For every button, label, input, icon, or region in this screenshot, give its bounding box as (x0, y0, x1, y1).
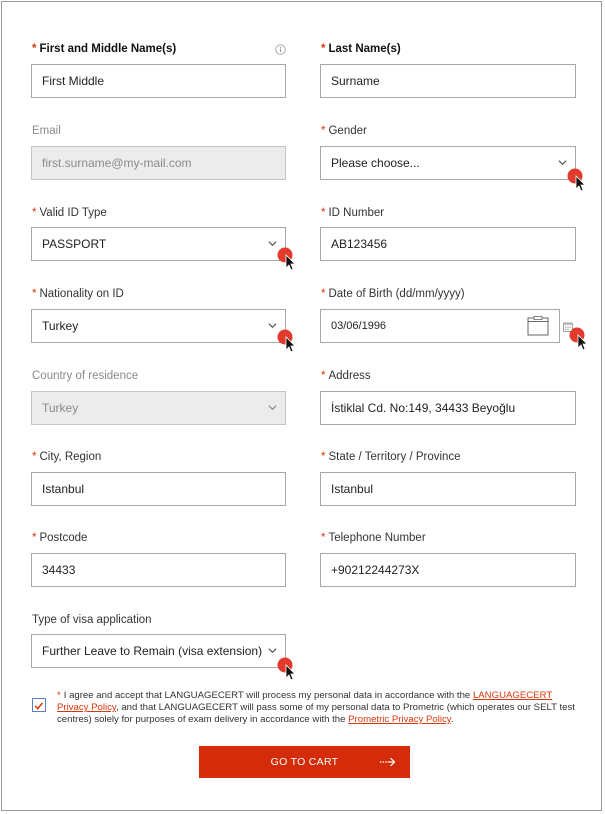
city-label: * City, Region (32, 451, 102, 463)
arrow-right-icon (380, 755, 396, 769)
registration-form (1, 1, 602, 811)
gender-select[interactable]: Please choose... (320, 146, 576, 180)
click-cursor-icon (568, 327, 590, 351)
country-select: Turkey (31, 391, 286, 425)
first-name-input[interactable]: First Middle (31, 64, 286, 98)
id-type-label: * Valid ID Type (32, 207, 107, 219)
dob-input[interactable]: 03/06/1996 (320, 309, 560, 343)
email-label: Email (32, 125, 61, 137)
address-label: * Address (321, 370, 371, 382)
calendar-icon[interactable] (527, 316, 549, 336)
click-cursor-icon (276, 657, 298, 681)
languagecert-privacy-link[interactable]: LANGUAGECERT Privacy Policy (57, 690, 553, 713)
gender-label: * Gender (321, 125, 367, 137)
first-name-label: * First and Middle Name(s) (32, 43, 177, 55)
nationality-label: * Nationality on ID (32, 288, 124, 300)
city-input[interactable]: Istanbul (31, 472, 286, 506)
go-to-cart-button[interactable]: GO TO CART (199, 746, 410, 778)
visa-type-label: Type of visa application (32, 614, 152, 626)
id-number-label: * ID Number (321, 207, 385, 219)
chevron-down-icon (268, 646, 277, 655)
state-input[interactable]: Istanbul (320, 472, 576, 506)
chevron-down-icon (558, 158, 567, 167)
click-cursor-icon (276, 247, 298, 271)
telephone-label: * Telephone Number (321, 532, 426, 544)
last-name-input[interactable]: Surname (320, 64, 576, 98)
click-cursor-icon (276, 329, 298, 353)
email-field: first.surname@my-mail.com (31, 146, 286, 180)
prometric-privacy-link[interactable]: Prometric Privacy Policy (348, 714, 451, 725)
click-cursor-icon (566, 168, 588, 192)
country-label: Country of residence (32, 370, 139, 382)
postcode-label: * Postcode (32, 532, 88, 544)
id-number-input[interactable]: AB123456 (320, 227, 576, 261)
telephone-input[interactable]: +90212244273X (320, 553, 576, 587)
consent-text: * I agree and accept that LANGUAGECERT will process my personal data in accordance with the LANGUAGECERT Privacy Policy, and that LANGUAGECERT will pass some of my personal data to Prometric (which operates our SELT test centres) solely for purposes of exam delivery in accordance with the Prometric Privacy Policy. (57, 690, 575, 725)
nationality-select[interactable]: Turkey (31, 309, 286, 343)
consent-checkbox[interactable] (32, 698, 46, 712)
chevron-down-icon (268, 403, 277, 412)
dob-label: * Date of Birth (dd/mm/yyyy) (321, 288, 465, 300)
info-icon[interactable] (275, 44, 286, 55)
postcode-input[interactable]: 34433 (31, 553, 286, 587)
last-name-label: * Last Name(s) (321, 43, 401, 55)
id-type-select[interactable]: PASSPORT (31, 227, 286, 261)
visa-type-select[interactable]: Further Leave to Remain (visa extension) (31, 634, 286, 668)
state-label: * State / Territory / Province (321, 451, 461, 463)
check-icon (33, 700, 45, 712)
address-input[interactable]: İstiklal Cd. No:149, 34433 Beyoğlu (320, 391, 576, 425)
